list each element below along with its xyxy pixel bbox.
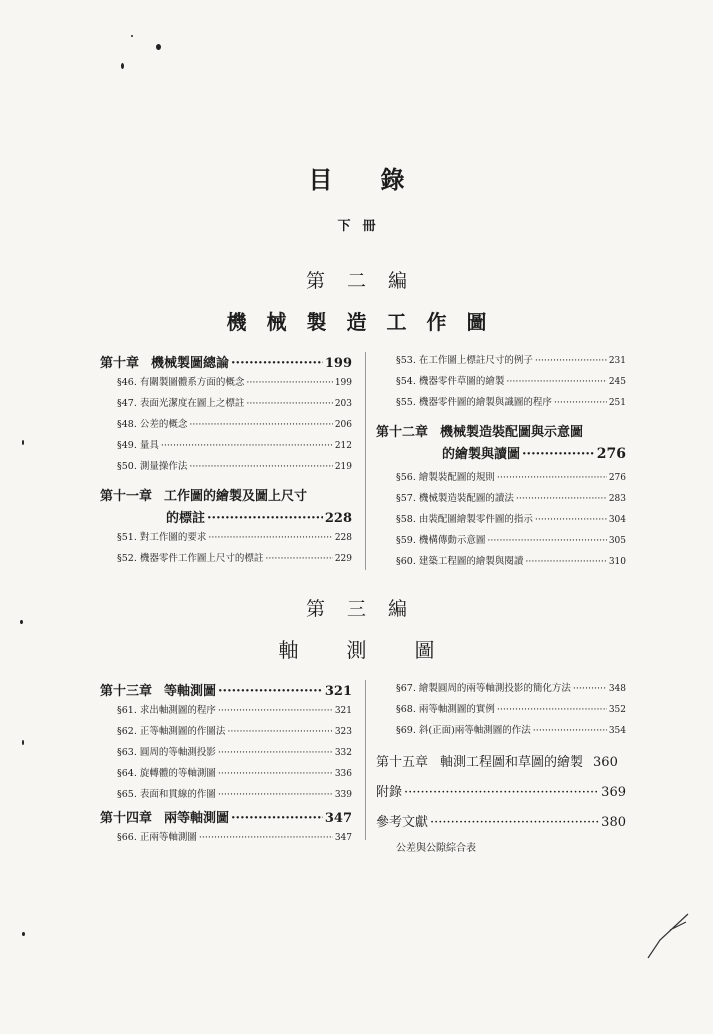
part3-right-column bbox=[376, 680, 626, 854]
part2-left-column bbox=[100, 352, 352, 571]
scan-speck bbox=[22, 932, 25, 936]
section-63[interactable]: §63. 圓周的等軸測投影 ····· 332 bbox=[100, 744, 352, 765]
column-divider bbox=[365, 352, 366, 570]
part2-heading: 第二編 bbox=[305, 270, 429, 292]
scan-speck bbox=[121, 63, 124, 69]
section-50[interactable]: §50. 測量操作法 ····· 219 bbox=[100, 458, 352, 479]
appendix-note: 公差與公隙綜合表 bbox=[396, 843, 476, 854]
part3-subtitle: 軸測圖 bbox=[278, 638, 483, 662]
chapter-11-cont[interactable]: 的標註 ····· 228 bbox=[100, 507, 352, 529]
chapter-12-cont[interactable]: 的繪製與讀圖 ····· 276 bbox=[376, 443, 626, 469]
scan-speck bbox=[22, 740, 24, 745]
section-56[interactable]: §56. 繪製裝配圖的規則 ····· 276 bbox=[376, 469, 626, 490]
appendix[interactable]: 附錄 ····· 369 bbox=[376, 781, 626, 811]
section-49[interactable]: §49. 量具 ····· 212 bbox=[100, 437, 352, 458]
pencil-mark bbox=[640, 900, 700, 960]
part2-subtitle: 機械製造工作圖 bbox=[226, 310, 507, 334]
chapter-14[interactable]: 第十四章 兩等軸測圖 ····· 347 bbox=[100, 807, 352, 829]
section-62[interactable]: §62. 正等軸測圖的作圖法 ····· 323 bbox=[100, 723, 352, 744]
section-68[interactable]: §68. 兩等軸測圖的實例 ····· 352 bbox=[376, 701, 626, 722]
section-53[interactable]: §53. 在工作圖上標註尺寸的例子 ····· 231 bbox=[376, 352, 626, 373]
chapter-10[interactable]: 第十章 機械製圖總論 ····· 199 bbox=[100, 352, 352, 374]
part3-heading: 第三編 bbox=[305, 598, 429, 620]
section-60[interactable]: §60. 建築工程圖的繪製與閱讀 ····· 310 bbox=[376, 553, 626, 574]
section-51[interactable]: §51. 對工作圖的要求 ····· 228 bbox=[100, 529, 352, 550]
section-67[interactable]: §67. 繪製圓周的兩等軸測投影的簡化方法 ····· 348 bbox=[376, 680, 626, 701]
references[interactable]: 參考文獻 ····· 380 bbox=[376, 811, 626, 839]
chapter-15[interactable]: 第十五章 軸測工程圖和草圖的繪製 360 bbox=[376, 755, 618, 770]
section-46[interactable]: §46. 有關製圖體系方面的概念 ····· 199 bbox=[100, 374, 352, 395]
section-65[interactable]: §65. 表面和貫線的作圖 ····· 339 bbox=[100, 786, 352, 807]
section-64[interactable]: §64. 旋轉體的等軸測圖 ····· 336 bbox=[100, 765, 352, 786]
chapter-13[interactable]: 第十三章 等軸測圖 ····· 321 bbox=[100, 680, 352, 702]
section-58[interactable]: §58. 由裝配圖繪製零件圖的指示 ····· 304 bbox=[376, 511, 626, 532]
column-divider-2 bbox=[365, 680, 366, 840]
section-55[interactable]: §55. 機器零件圖的繪製與識圖的程序 ····· 251 bbox=[376, 394, 626, 415]
section-47[interactable]: §47. 表面光潔度在圖上之標註 ····· 203 bbox=[100, 395, 352, 416]
scan-speck bbox=[131, 35, 133, 37]
section-69[interactable]: §69. 斜(正面)兩等軸測圖的作法 ····· 354 bbox=[376, 722, 626, 743]
part2-right-column bbox=[376, 352, 626, 574]
scan-speck bbox=[22, 440, 24, 445]
section-48[interactable]: §48. 公差的概念 ····· 206 bbox=[100, 416, 352, 437]
scan-speck bbox=[156, 44, 161, 50]
section-61[interactable]: §61. 求出軸測圖的程序 ····· 321 bbox=[100, 702, 352, 723]
section-54[interactable]: §54. 機器零件草圖的繪製 ····· 245 bbox=[376, 373, 626, 394]
volume-label: 下冊 bbox=[337, 219, 388, 234]
part3-left-column bbox=[100, 680, 352, 850]
section-52[interactable]: §52. 機器零件工作圖上尺寸的標註 ····· 229 bbox=[100, 550, 352, 571]
section-59[interactable]: §59. 機構傳動示意圖 ····· 305 bbox=[376, 532, 626, 553]
scan-speck bbox=[20, 620, 23, 624]
chapter-11[interactable]: 第十一章 工作圖的繪製及圖上尺寸 bbox=[100, 489, 308, 504]
section-66[interactable]: §66. 正兩等軸測圖 ····· 347 bbox=[100, 829, 352, 850]
page-title: 目錄 bbox=[308, 165, 453, 194]
section-57[interactable]: §57. 機械製造裝配圖的讀法 ····· 283 bbox=[376, 490, 626, 511]
chapter-12[interactable]: 第十二章 機械製造裝配圖與示意圖 bbox=[376, 425, 584, 440]
